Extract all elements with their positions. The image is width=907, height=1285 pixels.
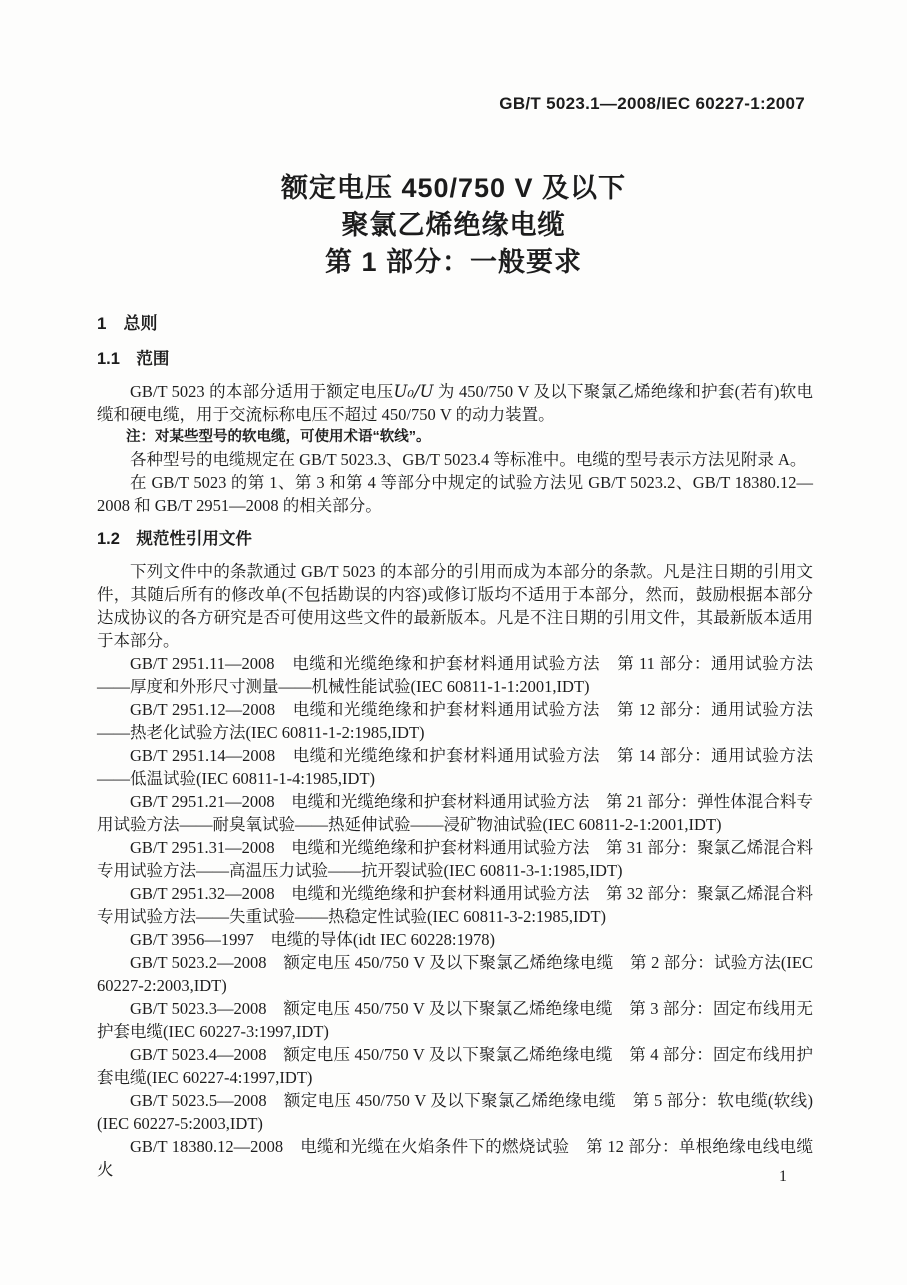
references-list bbox=[97, 652, 813, 1181]
title-line-3: 第 1 部分：一般要求 bbox=[324, 247, 583, 277]
section-heading-general: 1 总则 bbox=[97, 314, 158, 333]
normative-references-intro: 下列文件中的条款通过 GB/T 5023 的本部分的引用而成为本部分的条款。凡是注日期的引用文件，其随后所有的修改单(不包括勘误的内容)或修订版均不适用于本部分，然而，鼓励根据本部分达成协议的各方研究是否可使用这些文件的最新版本。凡是不注日期的引用文件，其最新版本适用于本部分。 bbox=[97, 562, 813, 650]
reference-item: GB/T 5023.5—2008 额定电压 450/750 V 及以下聚氯乙烯绝缘电缆 第 5 部分：软电缆(软线)(IEC 60227-5:2003,IDT) bbox=[97, 1091, 813, 1133]
reference-item: GB/T 5023.4—2008 额定电压 450/750 V 及以下聚氯乙烯绝缘电缆 第 4 部分：固定布线用护套电缆(IEC 60227-4:1997,IDT) bbox=[97, 1045, 813, 1087]
reference-item: GB/T 2951.32—2008 电缆和光缆绝缘和护套材料通用试验方法 第 32 部分：聚氯乙烯混合料专用试验方法——失重试验——热稳定性试验(IEC 60811-3-2:1985,IDT) bbox=[97, 884, 813, 926]
document-body bbox=[97, 312, 813, 1181]
standard-code-header: GB/T 5023.1—2008/IEC 60227-1:2007 bbox=[499, 94, 805, 113]
scope-text-post: 为 450/750 V 及以下聚氯乙烯绝缘和护套(若有)软电缆和硬电缆，用于交流标称电压不超过 450/750 V 的动力装置。 bbox=[97, 382, 813, 424]
title-line-1: 额定电压 450/750 V 及以下 bbox=[280, 173, 627, 203]
reference-item: GB/T 2951.14—2008 电缆和光缆绝缘和护套材料通用试验方法 第 14 部分：通用试验方法——低温试验(IEC 60811-1-4:1985,IDT) bbox=[97, 746, 813, 788]
section-heading-normative-references: 1.2 规范性引用文件 bbox=[97, 530, 252, 548]
rated-voltage-formula: U₀/U bbox=[393, 382, 434, 401]
reference-item: GB/T 5023.3—2008 额定电压 450/750 V 及以下聚氯乙烯绝缘电缆 第 3 部分：固定布线用无护套电缆(IEC 60227-3:1997,IDT) bbox=[97, 999, 813, 1041]
reference-item: GB/T 2951.31—2008 电缆和光缆绝缘和护套材料通用试验方法 第 31 部分：聚氯乙烯混合料专用试验方法——高温压力试验——抗开裂试验(IEC 60811-3-1:1985,IDT) bbox=[97, 838, 813, 880]
reference-item: GB/T 2951.11—2008 电缆和光缆绝缘和护套材料通用试验方法 第 11 部分：通用试验方法——厚度和外形尺寸测量——机械性能试验(IEC 60811-1-1:2001,IDT) bbox=[97, 654, 813, 696]
scope-paragraph-3: 在 GB/T 5023 的第 1、第 3 和第 4 等部分中规定的试验方法见 GB/T 5023.2、GB/T 18380.12—2008 和 GB/T 2951—2008 的相关部分。 bbox=[97, 473, 813, 515]
document-title bbox=[0, 170, 907, 281]
scope-text-pre: GB/T 5023 的本部分适用于额定电压 bbox=[130, 382, 394, 401]
reference-item: GB/T 3956—1997 电缆的导体(idt IEC 60228:1978) bbox=[130, 930, 495, 949]
reference-item: GB/T 18380.12—2008 电缆和光缆在火焰条件下的燃烧试验 第 12 部分：单根绝缘电线电缆火 bbox=[97, 1137, 813, 1179]
title-line-2: 聚氯乙烯绝缘电缆 bbox=[341, 210, 566, 240]
scope-note: 注：对某些型号的软电缆，可使用术语“软线”。 bbox=[126, 429, 431, 445]
scope-paragraph-2: 各种型号的电缆规定在 GB/T 5023.3、GB/T 5023.4 等标准中。电缆的型号表示方法见附录 A。 bbox=[130, 450, 807, 469]
scope-paragraph-1 bbox=[97, 380, 813, 426]
reference-item: GB/T 5023.2—2008 额定电压 450/750 V 及以下聚氯乙烯绝缘电缆 第 2 部分：试验方法(IEC 60227-2:2003,IDT) bbox=[97, 953, 813, 995]
section-heading-scope: 1.1 范围 bbox=[97, 350, 170, 368]
page-number: 1 bbox=[779, 1168, 787, 1185]
reference-item: GB/T 2951.12—2008 电缆和光缆绝缘和护套材料通用试验方法 第 12 部分：通用试验方法——热老化试验方法(IEC 60811-1-2:1985,IDT) bbox=[97, 700, 813, 742]
reference-item: GB/T 2951.21—2008 电缆和光缆绝缘和护套材料通用试验方法 第 21 部分：弹性体混合料专用试验方法——耐臭氧试验——热延伸试验——浸矿物油试验(IEC 60811-2-1:2001,IDT) bbox=[97, 792, 813, 834]
